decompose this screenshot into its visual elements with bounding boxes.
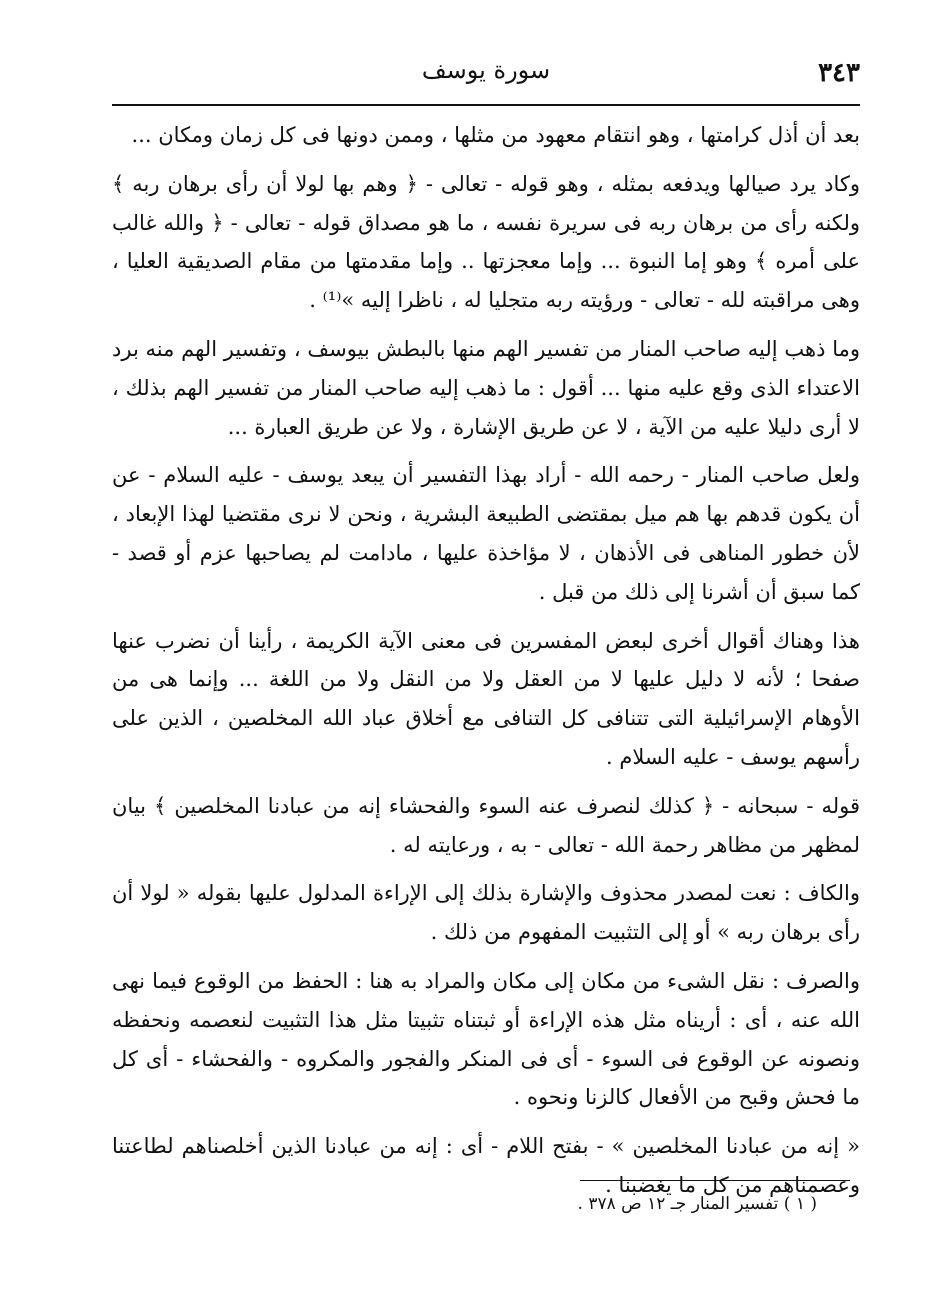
- paragraph: ولعل صاحب المنار - رحمه الله - أراد بهذا التفسير أن يبعد يوسف - عليه السلام - عن أن يكون قدهم بها هم ميل بمقتضى الطبيعة البشرية ، ونحن لا نرى مقتضيا لهذا الإبعاد ، لأن خطور المناهى فى الأذهان ، لا مؤاخذة عليها ، مادامت لم يصاحبها عزم أو قصد - كما سبق أن أشرنا إلى ذلك من قبل .: [112, 463, 860, 604]
- header-divider: [112, 104, 860, 106]
- paragraph: « إنه من عبادنا المخلصين » - بفتح اللام - أى : إنه من عبادنا الذين أخلصناهم لطاعتنا وعصمناهم من كل ما يغضبنا .: [112, 1134, 860, 1197]
- page-number: ٣٤٣: [818, 58, 860, 88]
- paragraph: بعد أن أذل كرامتها ، وهو انتقام معهود من مثلها ، وممن دونها فى كل زمان ومكان ...: [131, 123, 860, 147]
- footnote-divider: [580, 1180, 850, 1181]
- paragraph: والصرف : نقل الشىء من مكان إلى مكان والمراد به هنا : الحفظ من الوقوع فيما نهى الله عنه ، أى : أريناه مثل هذه الإراءة أو ثبتناه تثبيتا مثل هذا التثبيت لنعصمه ونحفظه ونصونه عن الوقوع فى السوء - أى فى المنكر والفجور والمكروه - والفحشاء - أى كل ما فحش وقبح من الأفعال كالزنا ونحوه .: [112, 968, 860, 1110]
- footnote: ( ١ ) تفسير المنار جـ ١٢ ص ٣٧٨ .: [577, 1194, 817, 1214]
- paragraph: وما ذهب إليه صاحب المنار من تفسير الهم منها بالبطش بيوسف ، وتفسير الهم منه برد الاعتداء الذى وقع عليه منها ... أقول : ما ذهب إليه صاحب المنار من تفسير الهم بذلك ، لا أرى دليلا عليه من الآية ، لا عن طريق الإشارة ، ولا عن طريق العبارة ...: [112, 336, 860, 439]
- surah-title: سورة يوسف: [421, 56, 551, 84]
- page-header: [112, 52, 860, 92]
- paragraph: والكاف : نعت لمصدر محذوف والإشارة بذلك إلى الإراءة المدلول عليها بقوله « لولا أن رأى برهان ربه » أو إلى التثبيت المفهوم من ذلك .: [112, 881, 860, 945]
- paragraph: قوله - سبحانه - ﴿ كذلك لنصرف عنه السوء والفحشاء إنه من عبادنا المخلصين ﴾ بيان لمظهر من مظاهر رحمة الله - تعالى - به ، ورعايته له .: [112, 793, 860, 857]
- paragraph: وكاد يرد صيالها ويدفعه بمثله ، وهو قوله - تعالى - ﴿ وهم بها لولا أن رأى برهان ربه ﴾ ولكنه رأى من برهان ربه فى سريرة نفسه ، ما هو مصداق قوله - تعالى - ﴿ والله غالب على أمره ﴾ وهو إما النبوة ... وإما معجزتها .. وإما مقدمتها من مقام الصديقية العليا ، وهى مراقبته لله - تعالى - ورؤيته ربه متجليا له ، ناظرا إليه »⁽¹⁾ .: [112, 171, 860, 313]
- body-text: [112, 116, 860, 1215]
- paragraph: هذا وهناك أقوال أخرى لبعض المفسرين فى معنى الآية الكريمة ، رأينا أن نضرب عنها صفحا ؛ لأنه لا دليل عليها لا من العقل ولا من النقل ولا من اللغة ... وإنما هى من الأوهام الإسرائيلية التى تتنافى كل التنافى مع أخلاق عباد الله المخلصين ، الذين على رأسهم يوسف - عليه السلام .: [112, 628, 860, 769]
